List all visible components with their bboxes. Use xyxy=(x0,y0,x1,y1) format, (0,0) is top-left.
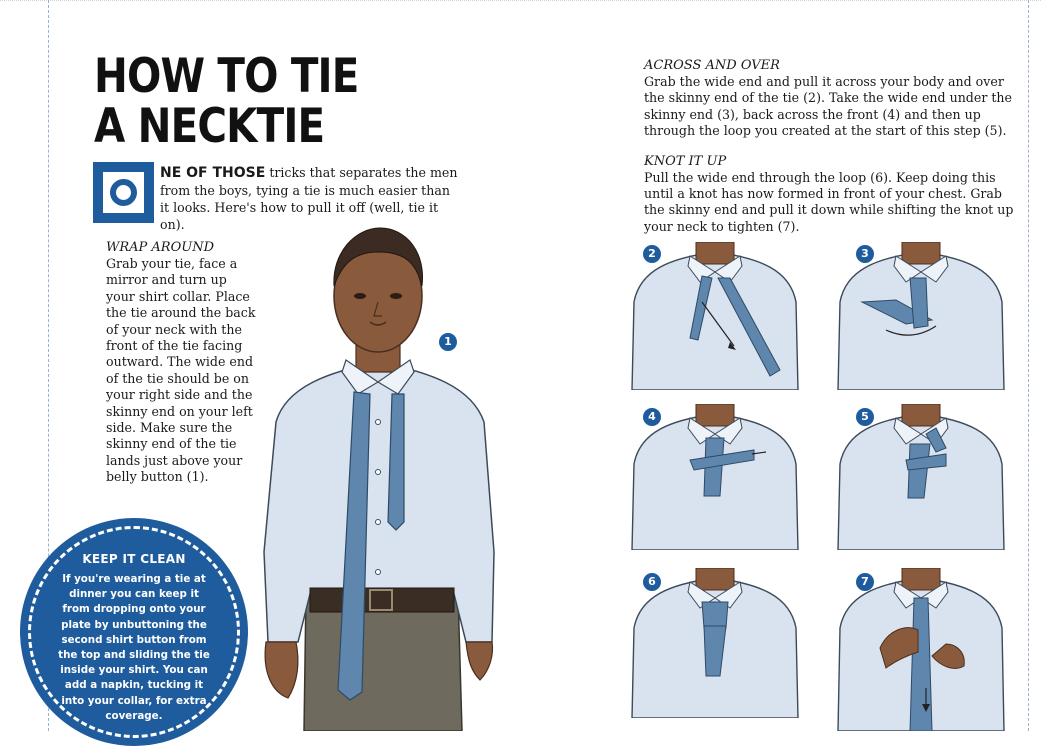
wrap-around-body: Grab your tie, face a mirror and turn up your shirt collar. Place the tie around the back of your neck with the front of the tie facing outward. The wide end of the tie should be on your right side and the skinny end on your left side. Make sure the skinny end of the tie lands just above your belly button (1). xyxy=(106,256,256,485)
drop-cap-o-icon xyxy=(93,162,154,223)
step-3-illustration xyxy=(836,242,1006,390)
knot-it-up-heading: KNOT IT UP xyxy=(644,153,727,169)
page-title xyxy=(94,49,359,154)
step-badge-6: 6 xyxy=(643,573,661,591)
step-6-illustration xyxy=(630,568,800,718)
intro-lead: NE OF THOSE xyxy=(160,165,266,181)
wrap-around-section xyxy=(106,240,258,486)
step-4-illustration xyxy=(630,404,800,550)
page-top-border xyxy=(0,0,1041,1)
title-line-2: A NECKTIE xyxy=(94,99,325,154)
wrap-around-heading: WRAP AROUND xyxy=(106,240,215,255)
step-2-illustration xyxy=(630,242,800,390)
step-7-illustration xyxy=(836,568,1006,731)
page-right-guide xyxy=(1028,0,1029,731)
step-badge-2: 2 xyxy=(643,245,661,263)
across-and-over-body: Grab the wide end and pull it across your body and over the skinny end of the tie (2). Take the wide end under the skinny end (3), back across the front (4) and then up through the loop you created at the start of this step (5). xyxy=(644,74,1012,139)
keep-it-clean-callout xyxy=(20,518,248,746)
intro-text: tricks that separates the men from the boys, tying a tie is much easier than it looks. Here's how to pull it off (well, tie it on). xyxy=(160,165,458,232)
right-column xyxy=(644,58,1014,235)
step-5-illustration xyxy=(836,404,1006,550)
step-badge-3: 3 xyxy=(856,245,874,263)
step-badge-1: 1 xyxy=(439,333,457,351)
knot-it-up-body: Pull the wide end through the loop (6). Keep doing this until a knot has now formed in front of your chest. Grab the skinny end and pull it down while shifting the knot up your neck to tighten (7). xyxy=(644,169,1014,234)
step-badge-5: 5 xyxy=(856,408,874,426)
man-with-tie-illustration xyxy=(258,222,498,731)
across-and-over-heading: ACROSS AND OVER xyxy=(644,58,780,73)
callout-text: If you're wearing a tie at dinner you can keep it from dropping onto your plate by unbuttoning the second shirt button from the top and sliding the tie inside your shirt. You can add a napkin, tucking it into your collar, for extra coverage. xyxy=(58,573,210,722)
step-badge-7: 7 xyxy=(856,573,874,591)
callout-title: KEEP IT CLEAN xyxy=(82,552,186,566)
title-line-1: HOW TO TIE xyxy=(94,49,359,104)
step-badge-4: 4 xyxy=(643,408,661,426)
